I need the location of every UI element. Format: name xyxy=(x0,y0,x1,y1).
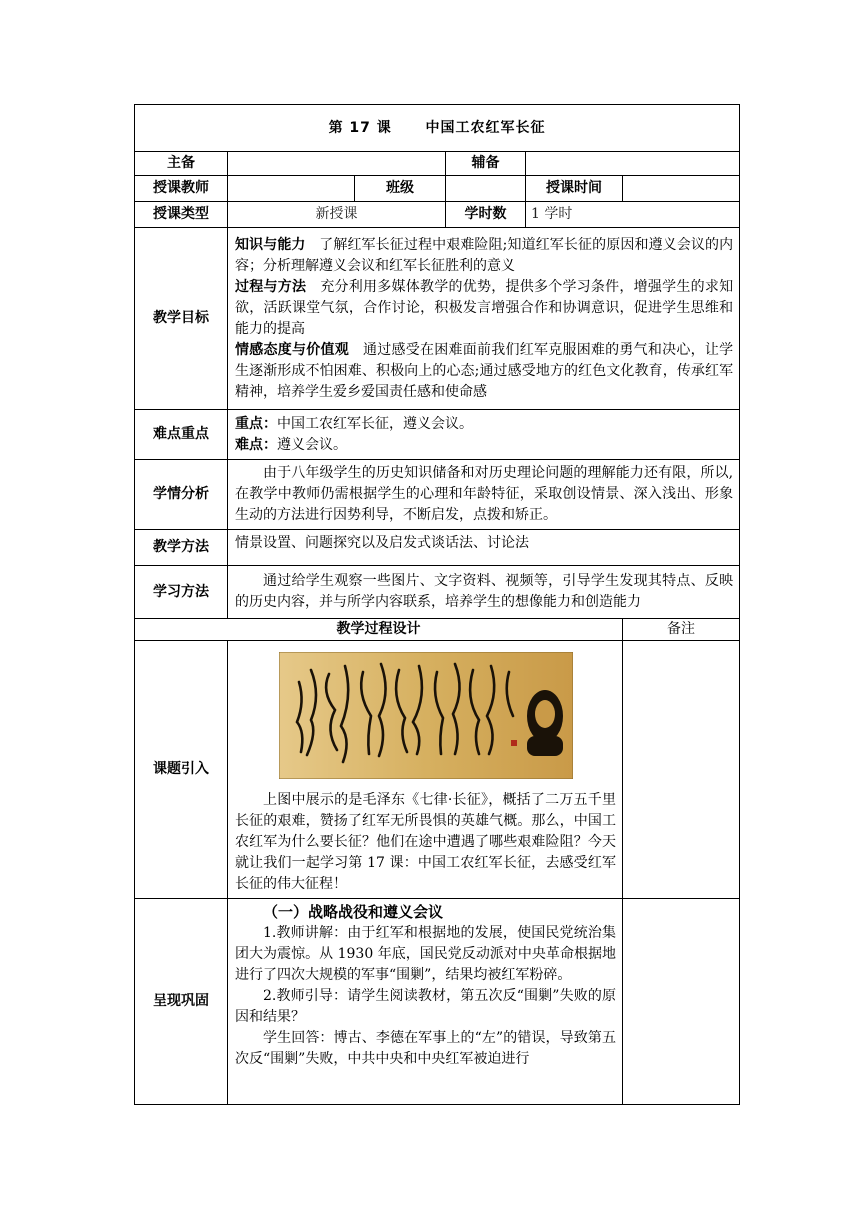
assist-prep-field[interactable] xyxy=(526,152,740,176)
keypoints-content xyxy=(228,410,740,460)
lesson-plan-table xyxy=(134,104,740,1105)
knowledge-text: 了解红军长征过程中艰难险阻;知道红军长征的原因和遵义会议的内容；分析理解遵义会议和红军长征胜利的意义 xyxy=(235,236,734,274)
analysis-text: 由于八年级学生的历史知识储备和对历史理论问题的理解能力还有限，所以,在教学中教师仍需根据学生的心理和年龄特征，采取创设情景、深入浅出、形象生动的方法进行因势利导，不断启发，点拨和矫正。 xyxy=(228,460,740,530)
assist-prep-label: 辅备 xyxy=(446,152,526,176)
present-label: 呈现巩固 xyxy=(135,899,228,1105)
process-label: 过程与方法 xyxy=(235,278,307,295)
teacher-field[interactable] xyxy=(228,176,355,202)
key-point-text: 中国工农红军长征，遵义会议。 xyxy=(277,415,473,432)
learning-method-label: 学习方法 xyxy=(135,566,228,619)
remark-header: 备注 xyxy=(623,619,740,641)
class-label: 班级 xyxy=(355,176,446,202)
difficulty-label: 难点： xyxy=(235,436,277,453)
lesson-number: 第 17 课 xyxy=(328,119,392,136)
emotion-text: 通过感受在困难面前我们红军克服困难的勇气和决心，让学生逐渐形成不怕困难、积极向上的心态;通过感受地方的红色文化教育，传承红军精神，培养学生爱乡爱国责任感和使命感 xyxy=(235,341,734,400)
hours-label: 学时数 xyxy=(446,202,526,228)
difficulty-text: 遵义会议。 xyxy=(277,436,347,453)
present-content xyxy=(228,899,623,1105)
knowledge-label: 知识与能力 xyxy=(235,236,306,253)
intro-text: 上图中展示的是毛泽东《七律·长征》，概括了二万五千里长征的艰难，赞扬了红军无所畏惧的英雄气概。那么，中国工农红军为什么要长征？他们在途中遭遇了哪些艰难险阻？今天就让我们一起学习第 17 课：中国工农红军长征，去感受红军长征的伟大征程！ xyxy=(235,792,616,892)
main-prep-field[interactable] xyxy=(228,152,446,176)
main-prep-label: 主备 xyxy=(135,152,228,176)
goals-content xyxy=(228,228,740,410)
present-paragraph-2: 2.教师引导：请学生阅读教材，第五次反“围剿”失败的原因和结果？ xyxy=(235,988,616,1025)
calligraphy-image xyxy=(279,652,573,779)
analysis-label: 学情分析 xyxy=(135,460,228,530)
time-field[interactable] xyxy=(623,176,740,202)
lesson-plan xyxy=(134,104,739,1105)
keypoints-label: 难点重点 xyxy=(135,410,228,460)
teaching-method-label: 教学方法 xyxy=(135,530,228,566)
hours-value: 1 学时 xyxy=(526,202,740,228)
time-label: 授课时间 xyxy=(526,176,623,202)
page-title xyxy=(135,105,740,152)
teaching-method-text: 情景设置、问题探究以及启发式谈话法、讨论法 xyxy=(228,530,740,566)
present-remark[interactable] xyxy=(623,899,740,1105)
emotion-label: 情感态度与价值观 xyxy=(235,341,349,358)
learning-method-text: 通过给学生观察一些图片、文字资料、视频等，引导学生发现其特点、反映的历史内容，并与所学内容联系，培养学生的想像能力和创造能力 xyxy=(228,566,740,619)
process-header: 教学过程设计 xyxy=(135,619,623,641)
intro-label: 课题引入 xyxy=(135,641,228,899)
type-value: 新授课 xyxy=(228,202,446,228)
present-paragraph-1: 1.教师讲解：由于红军和根据地的发展，使国民党统治集团大为震惊。从 1930 年底，国民党反动派对中央革命根据地进行了四次大规模的军事“围剿”，结果均被红军粉碎。 xyxy=(235,925,616,983)
intro-content xyxy=(228,641,623,899)
intro-remark[interactable] xyxy=(623,641,740,899)
type-label: 授课类型 xyxy=(135,202,228,228)
section-title: （一）战略战役和遵义会议 xyxy=(263,903,444,921)
lesson-title: 中国工农红军长征 xyxy=(425,119,546,136)
present-paragraph-3: 学生回答：博古、李德在军事上的“左”的错误，导致第五次反“围剿”失败，中共中央和中央红军被迫进行 xyxy=(235,1030,616,1067)
key-point-label: 重点： xyxy=(235,415,277,432)
goals-label: 教学目标 xyxy=(135,228,228,410)
teacher-label: 授课教师 xyxy=(135,176,228,202)
class-field[interactable] xyxy=(446,176,526,202)
process-text: 充分利用多媒体教学的优势，提供多个学习条件，增强学生的求知欲，活跃课堂气氛，合作讨论，积极发言增强合作和协调意识，促进学生思维和能力的提高 xyxy=(235,278,734,337)
